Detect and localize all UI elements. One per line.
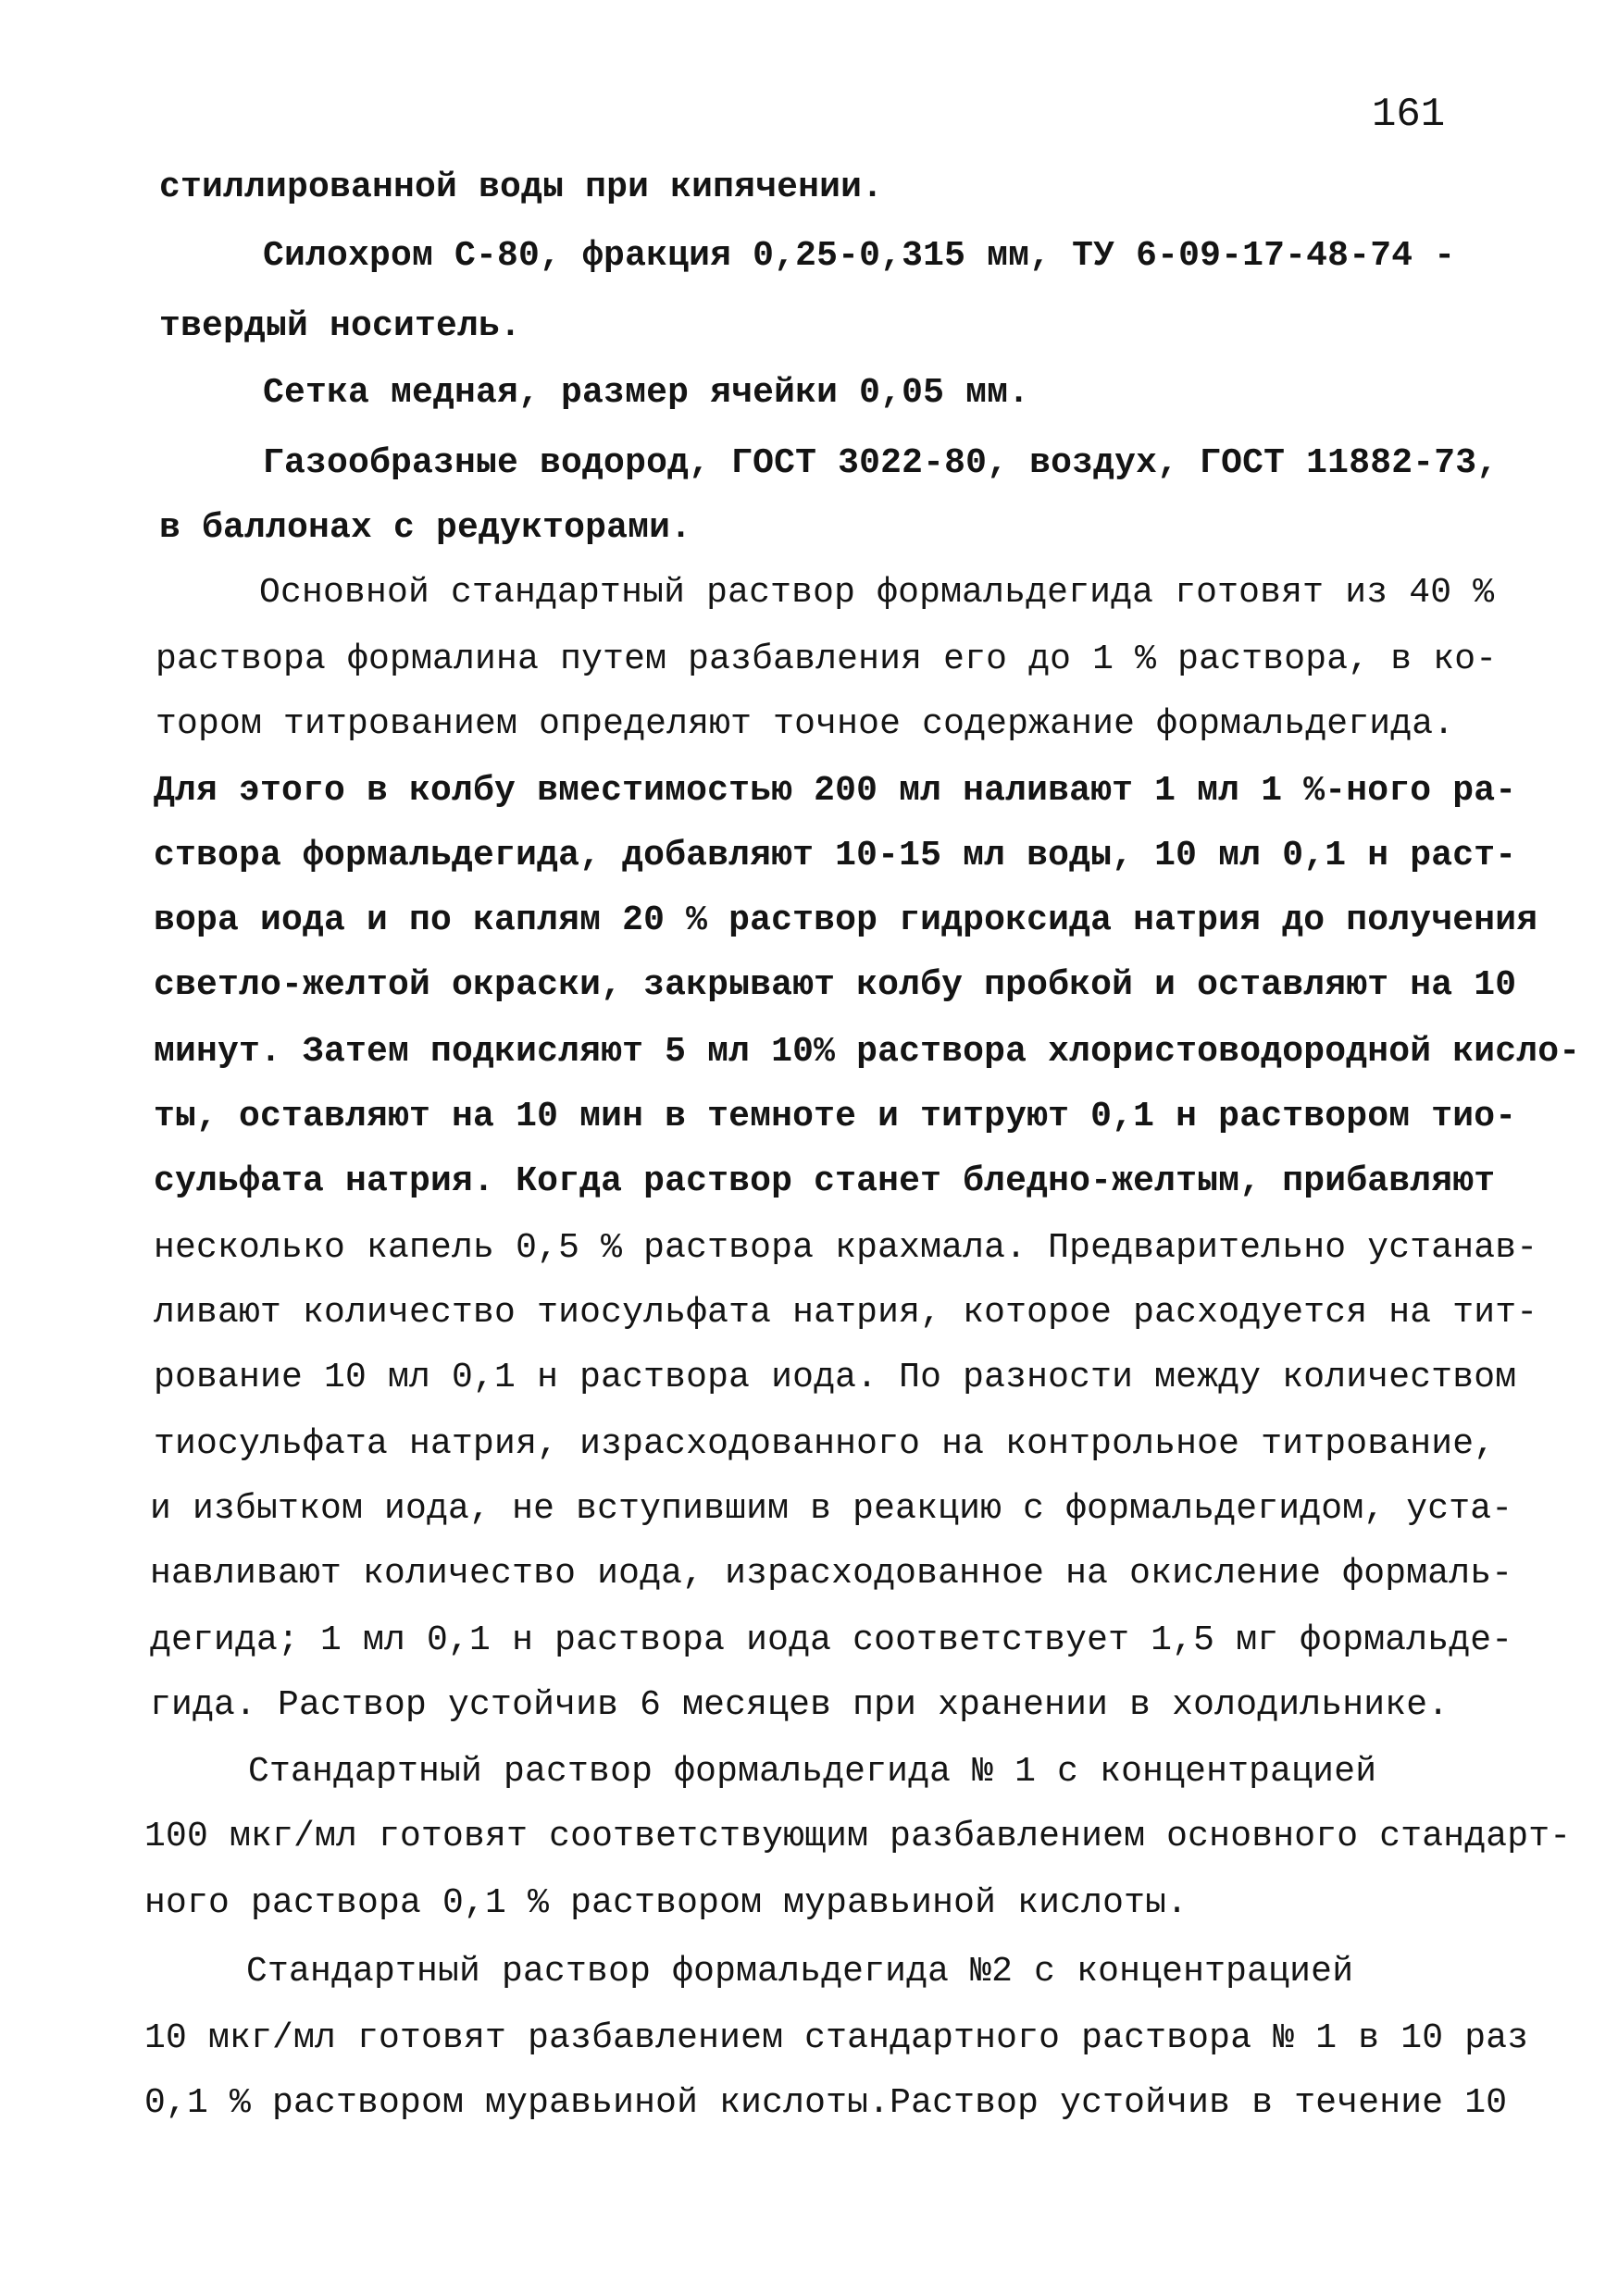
text-line: створа формальдегида, добавляют 10-15 мл воды, 10 мл 0,1 н раст- (154, 836, 1517, 875)
text-line: 100 мкг/мл готовят соответствующим разбавлением основного стандарт- (144, 1817, 1572, 1856)
text-line: Для этого в колбу вместимостью 200 мл наливают 1 мл 1 %-ного ра- (154, 771, 1517, 811)
text-line: дегида; 1 мл 0,1 н раствора иода соответствует 1,5 мг формальде- (150, 1620, 1513, 1660)
text-line: 0,1 % раствором муравьиной кислоты.Раствор устойчив в течение 10 (144, 2083, 1508, 2123)
text-line: рование 10 мл 0,1 н раствора иода. По разности между количеством (154, 1358, 1517, 1397)
text-line: навливают количество иода, израсходованное на окисление формаль- (150, 1554, 1513, 1594)
text-line: Стандартный раствор формальдегида № 1 с концентрацией (248, 1752, 1377, 1792)
text-line: стиллированной воды при кипячении. (159, 168, 884, 207)
text-line: ного раствора 0,1 % раствором муравьиной кислоты. (144, 1883, 1189, 1923)
text-line: в баллонах с редукторами. (159, 508, 692, 548)
text-line: Основной стандартный раствор формальдегида готовят из 40 % (259, 573, 1495, 613)
text-line: минут. Затем подкисляют 5 мл 10% раствора хлористоводородной кисло- (154, 1032, 1581, 1072)
text-line: ты, оставляют на 10 мин в темноте и титруют 0,1 н раствором тио- (154, 1097, 1517, 1136)
text-line: ливают количество тиосульфата натрия, которое расходуется на тит- (154, 1293, 1538, 1333)
text-line: раствора формалина путем разбавления его до 1 % раствора, в ко- (156, 639, 1498, 679)
text-line: Сетка медная, размер ячейки 0,05 мм. (263, 373, 1030, 413)
text-line: тиосульфата натрия, израсходованного на контрольное титрование, (154, 1424, 1496, 1464)
text-line: Газообразные водород, ГОСТ 3022-80, воздух, ГОСТ 11882-73, (263, 443, 1499, 483)
text-line: несколько капель 0,5 % раствора крахмала. Предварительно устанав- (154, 1228, 1538, 1268)
text-line: гида. Раствор устойчив 6 месяцев при хранении в холодильнике. (150, 1685, 1450, 1725)
text-line: и избытком иода, не вступившим в реакцию с формальдегидом, уста- (150, 1489, 1513, 1529)
text-line: Стандартный раствор формальдегида №2 с концентрацией (246, 1952, 1354, 1992)
text-line: светло-желтой окраски, закрывают колбу пробкой и оставляют на 10 (154, 965, 1517, 1005)
text-line: вора иода и по каплям 20 % раствор гидроксида натрия до получения (154, 900, 1538, 940)
text-line: Силохром С-80, фракция 0,25-0,315 мм, ТУ 6-09-17-48-74 - (263, 236, 1456, 276)
text-line: 10 мкг/мл готовят разбавлением стандартного раствора № 1 в 10 раз (144, 2018, 1529, 2058)
page-number: 161 (1372, 92, 1446, 138)
text-line: тором титрованием определяют точное содержание формальдегида. (156, 704, 1455, 744)
text-line: сульфата натрия. Когда раствор станет бледно-желтым, прибавляют (154, 1161, 1496, 1201)
text-line: твердый носитель. (159, 306, 522, 346)
